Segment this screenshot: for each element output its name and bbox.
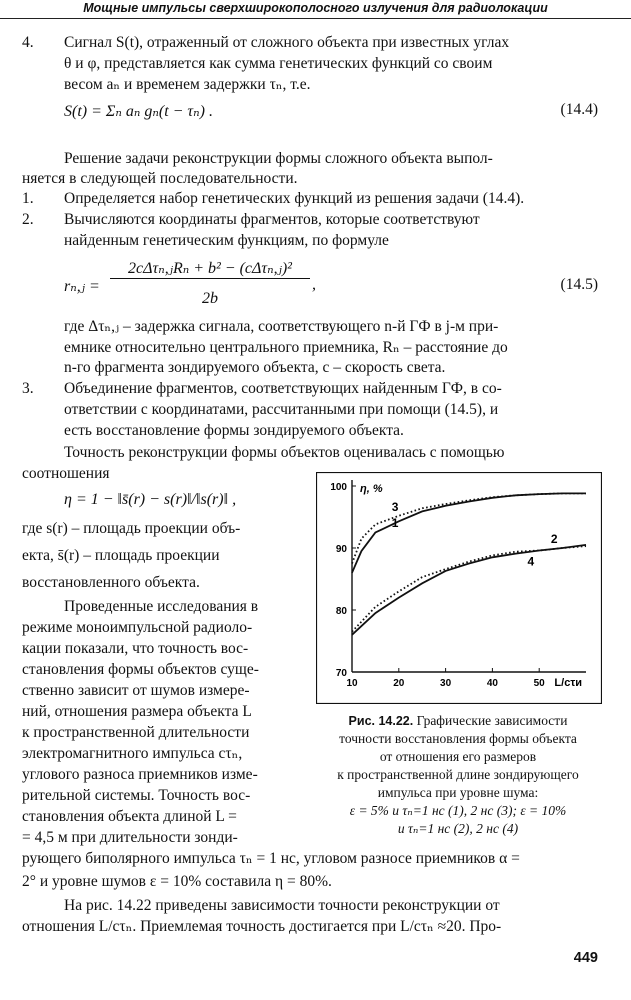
figure-14-22-chart <box>316 472 602 704</box>
caption-line: ε = 5% и τₙ=1 нс (1), 2 нс (3); ε = 10% <box>349 803 567 818</box>
equation-eta: η = 1 − ‖s̄(r) − s(r)‖/‖s(r)‖ , <box>64 491 237 508</box>
item-number: 4. <box>22 34 34 51</box>
y-axis-label: η, % <box>360 483 383 495</box>
text-line: 2° и уровне шумов ε = 10% составила η = 80%. <box>22 873 332 890</box>
text-line: n-го фрагмента зондируемого объекта, c – скорость света. <box>64 359 446 376</box>
text-line: На рис. 14.22 приведены зависимости точности реконструкции от <box>64 897 500 914</box>
page-number: 449 <box>573 950 598 966</box>
equation-14-5-denominator: 2b <box>202 290 218 307</box>
y-tick-label: 100 <box>330 482 347 493</box>
text-line: режиме моноимпульсной радиоло- <box>22 619 253 636</box>
item-number: 2. <box>22 211 34 228</box>
equation-14-5-lhs: rₙ,ⱼ = <box>64 278 100 295</box>
text-line: к пространственной длительности <box>22 724 250 741</box>
text-line: восстановленного объекта. <box>22 574 200 591</box>
caption-line: и τₙ=1 нс (2), 2 нс (4) <box>397 821 519 836</box>
caption-line: к пространственной длине зондирующего <box>337 767 579 782</box>
chart-frame <box>317 473 602 704</box>
text-line: кации показали, что точность вос- <box>22 640 249 657</box>
text-line: найденным генетическим функциям, по формуле <box>64 232 389 249</box>
text-line: становления формы объектов суще- <box>22 661 259 678</box>
caption-line: от отношения его размеров <box>379 749 537 764</box>
caption-text: Графические зависимости <box>416 713 568 728</box>
x-tick-label: 20 <box>393 678 405 689</box>
text-line: углового разноса приемников изме- <box>22 766 258 783</box>
item-4 <box>0 33 631 53</box>
text-line: ственно зависит от шумов измере- <box>22 682 250 699</box>
caption-line: импульса при уровне шума: <box>377 785 539 800</box>
text-line: Проведенные исследования в <box>64 598 259 615</box>
text-line: отношения L/cτₙ. Приемлемая точность достигается при L/cτₙ ≈20. Про- <box>22 918 502 935</box>
text-line: электромагнитного импульса cτₙ, <box>22 745 243 762</box>
caption-line: точности восстановления формы объекта <box>339 731 577 746</box>
text-line: емнике относительно центрального приемника, Rₙ – расстояние до <box>64 339 508 356</box>
text-line: екта, s̄(r) – площадь проекции <box>22 547 220 564</box>
step-2 <box>0 210 631 230</box>
x-tick-label: 40 <box>486 678 498 689</box>
figure-caption <box>308 712 608 730</box>
equation-14-5-numerator: 2cΔτₙ,ⱼRₙ + b² − (cΔτₙ,ⱼ)² <box>110 258 310 279</box>
curve-label-1: 1 <box>391 515 399 530</box>
curve-label-3: 3 <box>391 499 399 514</box>
step-1 <box>0 189 631 209</box>
item-text: Определяется набор генетических функций из решения задачи (14.4). <box>64 190 525 207</box>
y-tick-label: 90 <box>335 544 347 555</box>
running-header: Мощные импульсы сверхширокополосного излучения для радиолокации <box>0 0 631 19</box>
y-tick-label: 70 <box>335 668 347 679</box>
item-number: 1. <box>22 190 34 207</box>
y-tick-label: 80 <box>335 606 347 617</box>
text-line: становления объекта длиной L = <box>22 808 237 825</box>
text-line: рительной системы. Точность вос- <box>22 787 251 804</box>
x-tick-label: 30 <box>440 678 452 689</box>
text-line: = 4,5 м при длительности зонди- <box>22 829 238 846</box>
x-tick-label: 50 <box>533 678 545 689</box>
curve-label-4: 4 <box>527 554 535 569</box>
text-line: соотношения <box>22 465 110 482</box>
item-text: Объединение фрагментов, соответствующих найденным ГФ, в со- <box>64 380 502 397</box>
item-text: Вычисляются координаты фрагментов, которые соответствуют <box>64 211 480 228</box>
text-line: весом aₙ и временем задержки τₙ, т.е. <box>64 76 311 93</box>
text-line: Точность реконструкции формы объектов оценивалась с помощью <box>64 444 505 461</box>
text-line: где s(r) – площадь проекции объ- <box>22 520 241 537</box>
text-line: рующего биполярного импульса τₙ = 1 нс, угловом разносе приемников α = <box>22 850 520 867</box>
curve-label-2: 2 <box>550 532 558 547</box>
caption-title: Рис. 14.22. <box>348 714 414 728</box>
text-line: Решение задачи реконструкции формы сложного объекта выпол- <box>64 150 493 167</box>
equation-number: (14.5) <box>560 276 598 293</box>
step-3 <box>0 379 631 399</box>
x-axis-label: L/cτи <box>554 677 582 689</box>
equation-comma: , <box>312 276 316 293</box>
text-line: есть восстановление формы зондируемого объекта. <box>64 422 404 439</box>
text-line: ний, отношения размера объекта L <box>22 703 252 720</box>
text-line: θ и φ, представляется как сумма генетических функций со своим <box>64 55 493 72</box>
series-line-2 <box>352 545 586 635</box>
series-line-4 <box>352 546 586 632</box>
equation-14-4: S(t) = Σₙ aₙ gₙ(t − τₙ) . <box>64 103 213 120</box>
text-line: где Δτₙ,ⱼ – задержка сигнала, соответствующего n-й ГФ в j-м при- <box>64 318 499 335</box>
text-line: ответствии с координатами, рассчитанными при помощи (14.5), и <box>64 401 499 418</box>
item-text: Сигнал S(t), отраженный от сложного объекта при известных углах <box>64 34 510 51</box>
text-line: няется в следующей последовательности. <box>22 170 298 187</box>
x-tick-label: 10 <box>346 678 358 689</box>
item-number: 3. <box>22 380 34 397</box>
series-line-3 <box>352 493 586 563</box>
equation-number: (14.4) <box>560 101 598 118</box>
